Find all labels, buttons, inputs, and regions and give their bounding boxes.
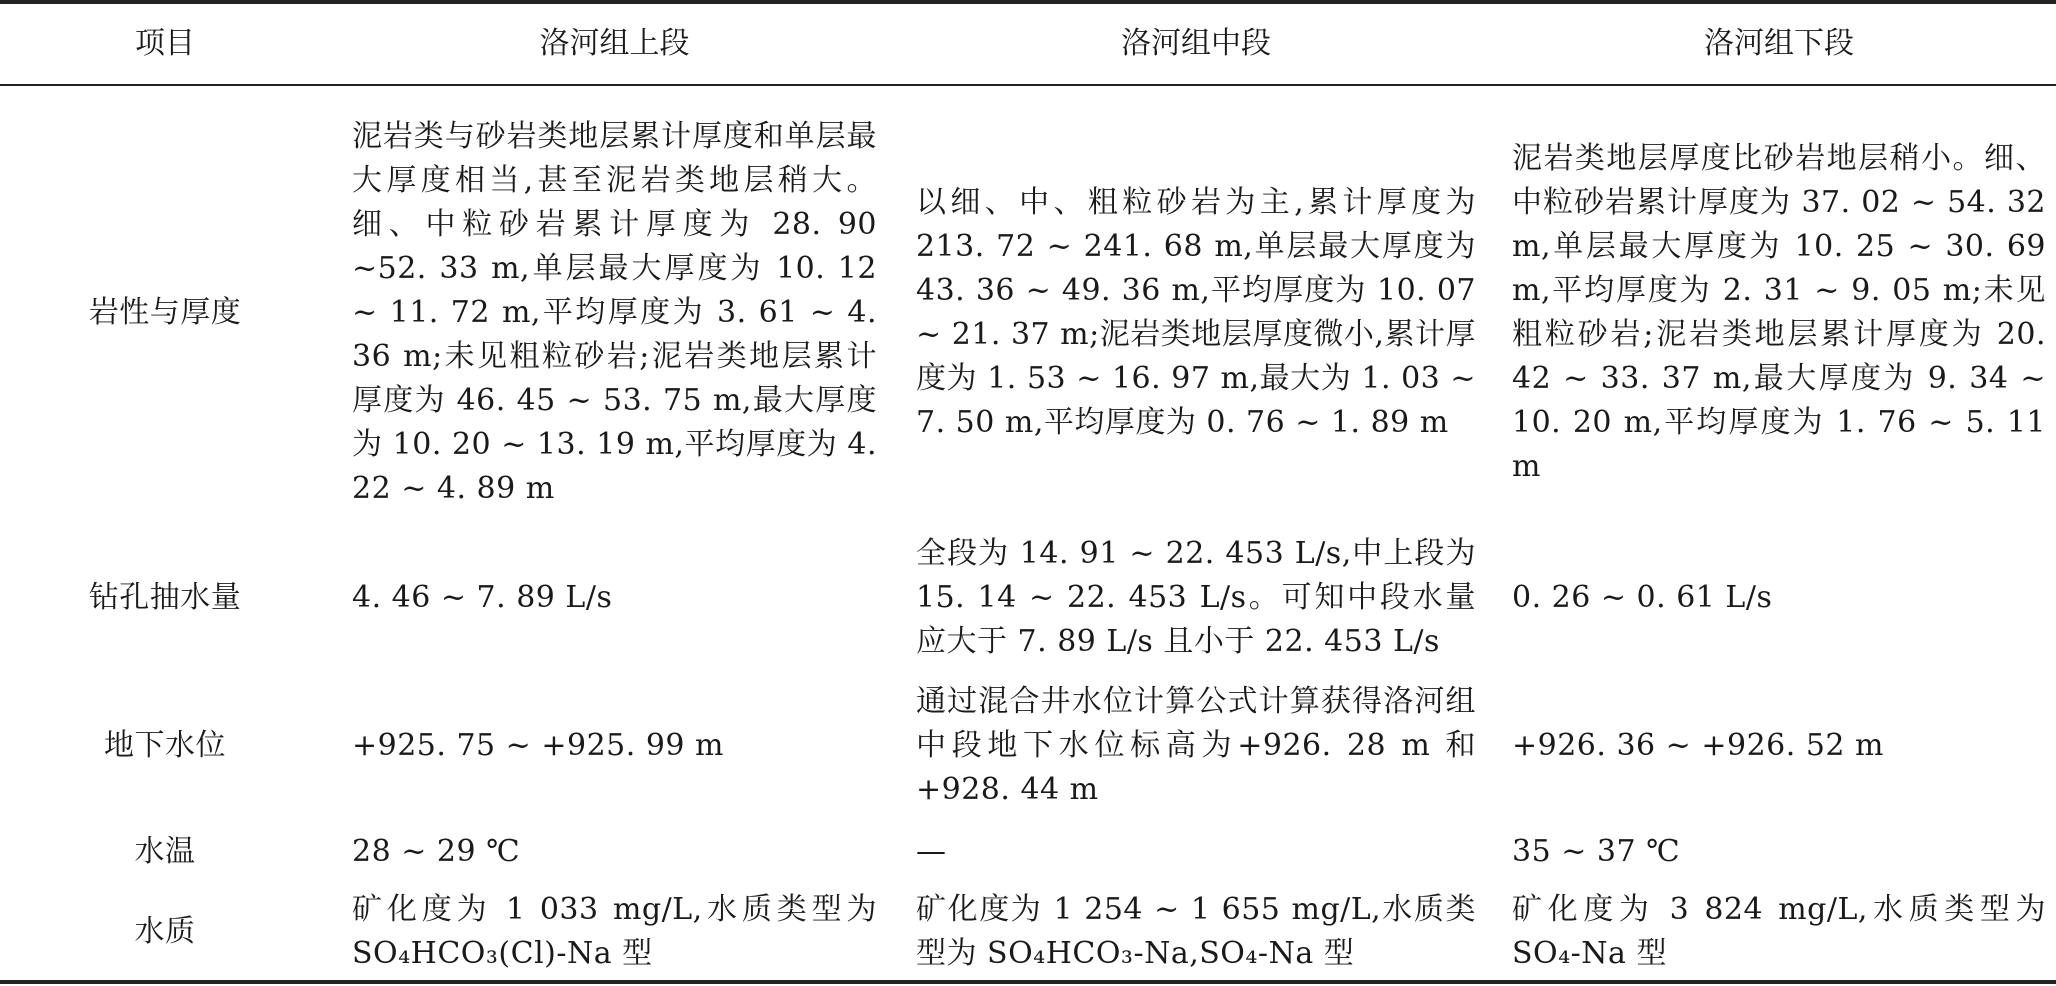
cell-water-temp-upper: 28 ~ 29 ℃ — [352, 834, 521, 869]
header-upper-section: 洛河组上段 — [539, 26, 690, 61]
cell-pumping-lower: 0. 26 ~ 0. 61 L/s — [1512, 579, 1773, 615]
cell-water-level-middle: 通过混合井水位计算公式计算获得洛河组中段地下水位标高为+926. 28 m 和+928. 44 m — [916, 683, 1476, 807]
cell-water-temp-lower: 35 ~ 37 ℃ — [1512, 834, 1681, 869]
row-label-water-quality: 水质 — [134, 914, 196, 949]
cell-water-temp-middle: — — [916, 834, 947, 869]
row-label-water-level: 地下水位 — [104, 727, 226, 763]
cell-water-quality-middle: 矿化度为 1 254 ~ 1 655 mg/L,水质类型为 SO₄HCO₃-Na,SO₄-Na 型 — [916, 892, 1476, 971]
row-label-pumping: 钻孔抽水量 — [88, 579, 242, 615]
cell-pumping-middle: 全段为 14. 91 ~ 22. 453 L/s,中上段为 15. 14 ~ 22. 453 L/s。可知中段水量应大于 7. 89 L/s 且小于 22. 453 L/s — [916, 535, 1476, 659]
header-rule — [0, 84, 2056, 86]
header-middle-section: 洛河组中段 — [1121, 26, 1271, 61]
cell-water-level-lower: +926. 36 ~ +926. 52 m — [1512, 727, 1884, 763]
cell-lithology-upper: 泥岩类与砂岩类地层累计厚度和单层最大厚度相当,甚至泥岩类地层稍大。细、中粒砂岩累计厚度为 28. 90 ~52. 33 m,单层最大厚度为 10. 12 ~ 11. 72 m,平均厚度为 3. 61 ~ 4. 36 m;未见粗粒砂岩;泥岩类地层累计厚度为 46. 45 ~ 53. 75 m,最大厚度为 10. 20 ~ 13. 19 m,平均厚度为 4. 22 ~ 4. 89 m — [352, 118, 877, 506]
row-label-lithology: 岩性与厚度 — [88, 294, 242, 330]
cell-lithology-middle: 以细、中、粗粒砂岩为主,累计厚度为 213. 72 ~ 241. 68 m,单层最大厚度为 43. 36 ~ 49. 36 m,平均厚度为 10. 07 ~ 21. 37 m;泥岩类地层厚度微小,累计厚度为 1. 53 ~ 16. 97 m,最大为 1. 03 ~ 7. 50 m,平均厚度为 0. 76 ~ 1. 89 m — [916, 184, 1476, 440]
bottom-rule — [0, 980, 2056, 984]
header-lower-section: 洛河组下段 — [1704, 26, 1854, 61]
cell-water-level-upper: +925. 75 ~ +925. 99 m — [352, 727, 724, 763]
header-item: 项目 — [135, 26, 195, 61]
cell-water-quality-lower: 矿化度为 3 824 mg/L,水质类型为 SO₄-Na 型 — [1512, 892, 2046, 971]
row-label-water-temp: 水温 — [134, 834, 196, 869]
cell-lithology-lower: 泥岩类地层厚度比砂岩地层稍小。细、中粒砂岩累计厚度为 37. 02 ~ 54. 32 m,单层最大厚度为 10. 25 ~ 30. 69 m,平均厚度为 2. 31 ~ 9. 05 m;未见粗粒砂岩;泥岩类地层累计厚度为 20. 42 ~ 33. 37 m,最大厚度为 9. 34 ~ 10. 20 m,平均厚度为 1. 76 ~ 5. 11 m — [1512, 140, 2046, 484]
cell-pumping-upper: 4. 46 ~ 7. 89 L/s — [352, 579, 613, 615]
cell-water-quality-upper: 矿化度为 1 033 mg/L,水质类型为 SO₄HCO₃(Cl)-Na 型 — [352, 892, 877, 971]
